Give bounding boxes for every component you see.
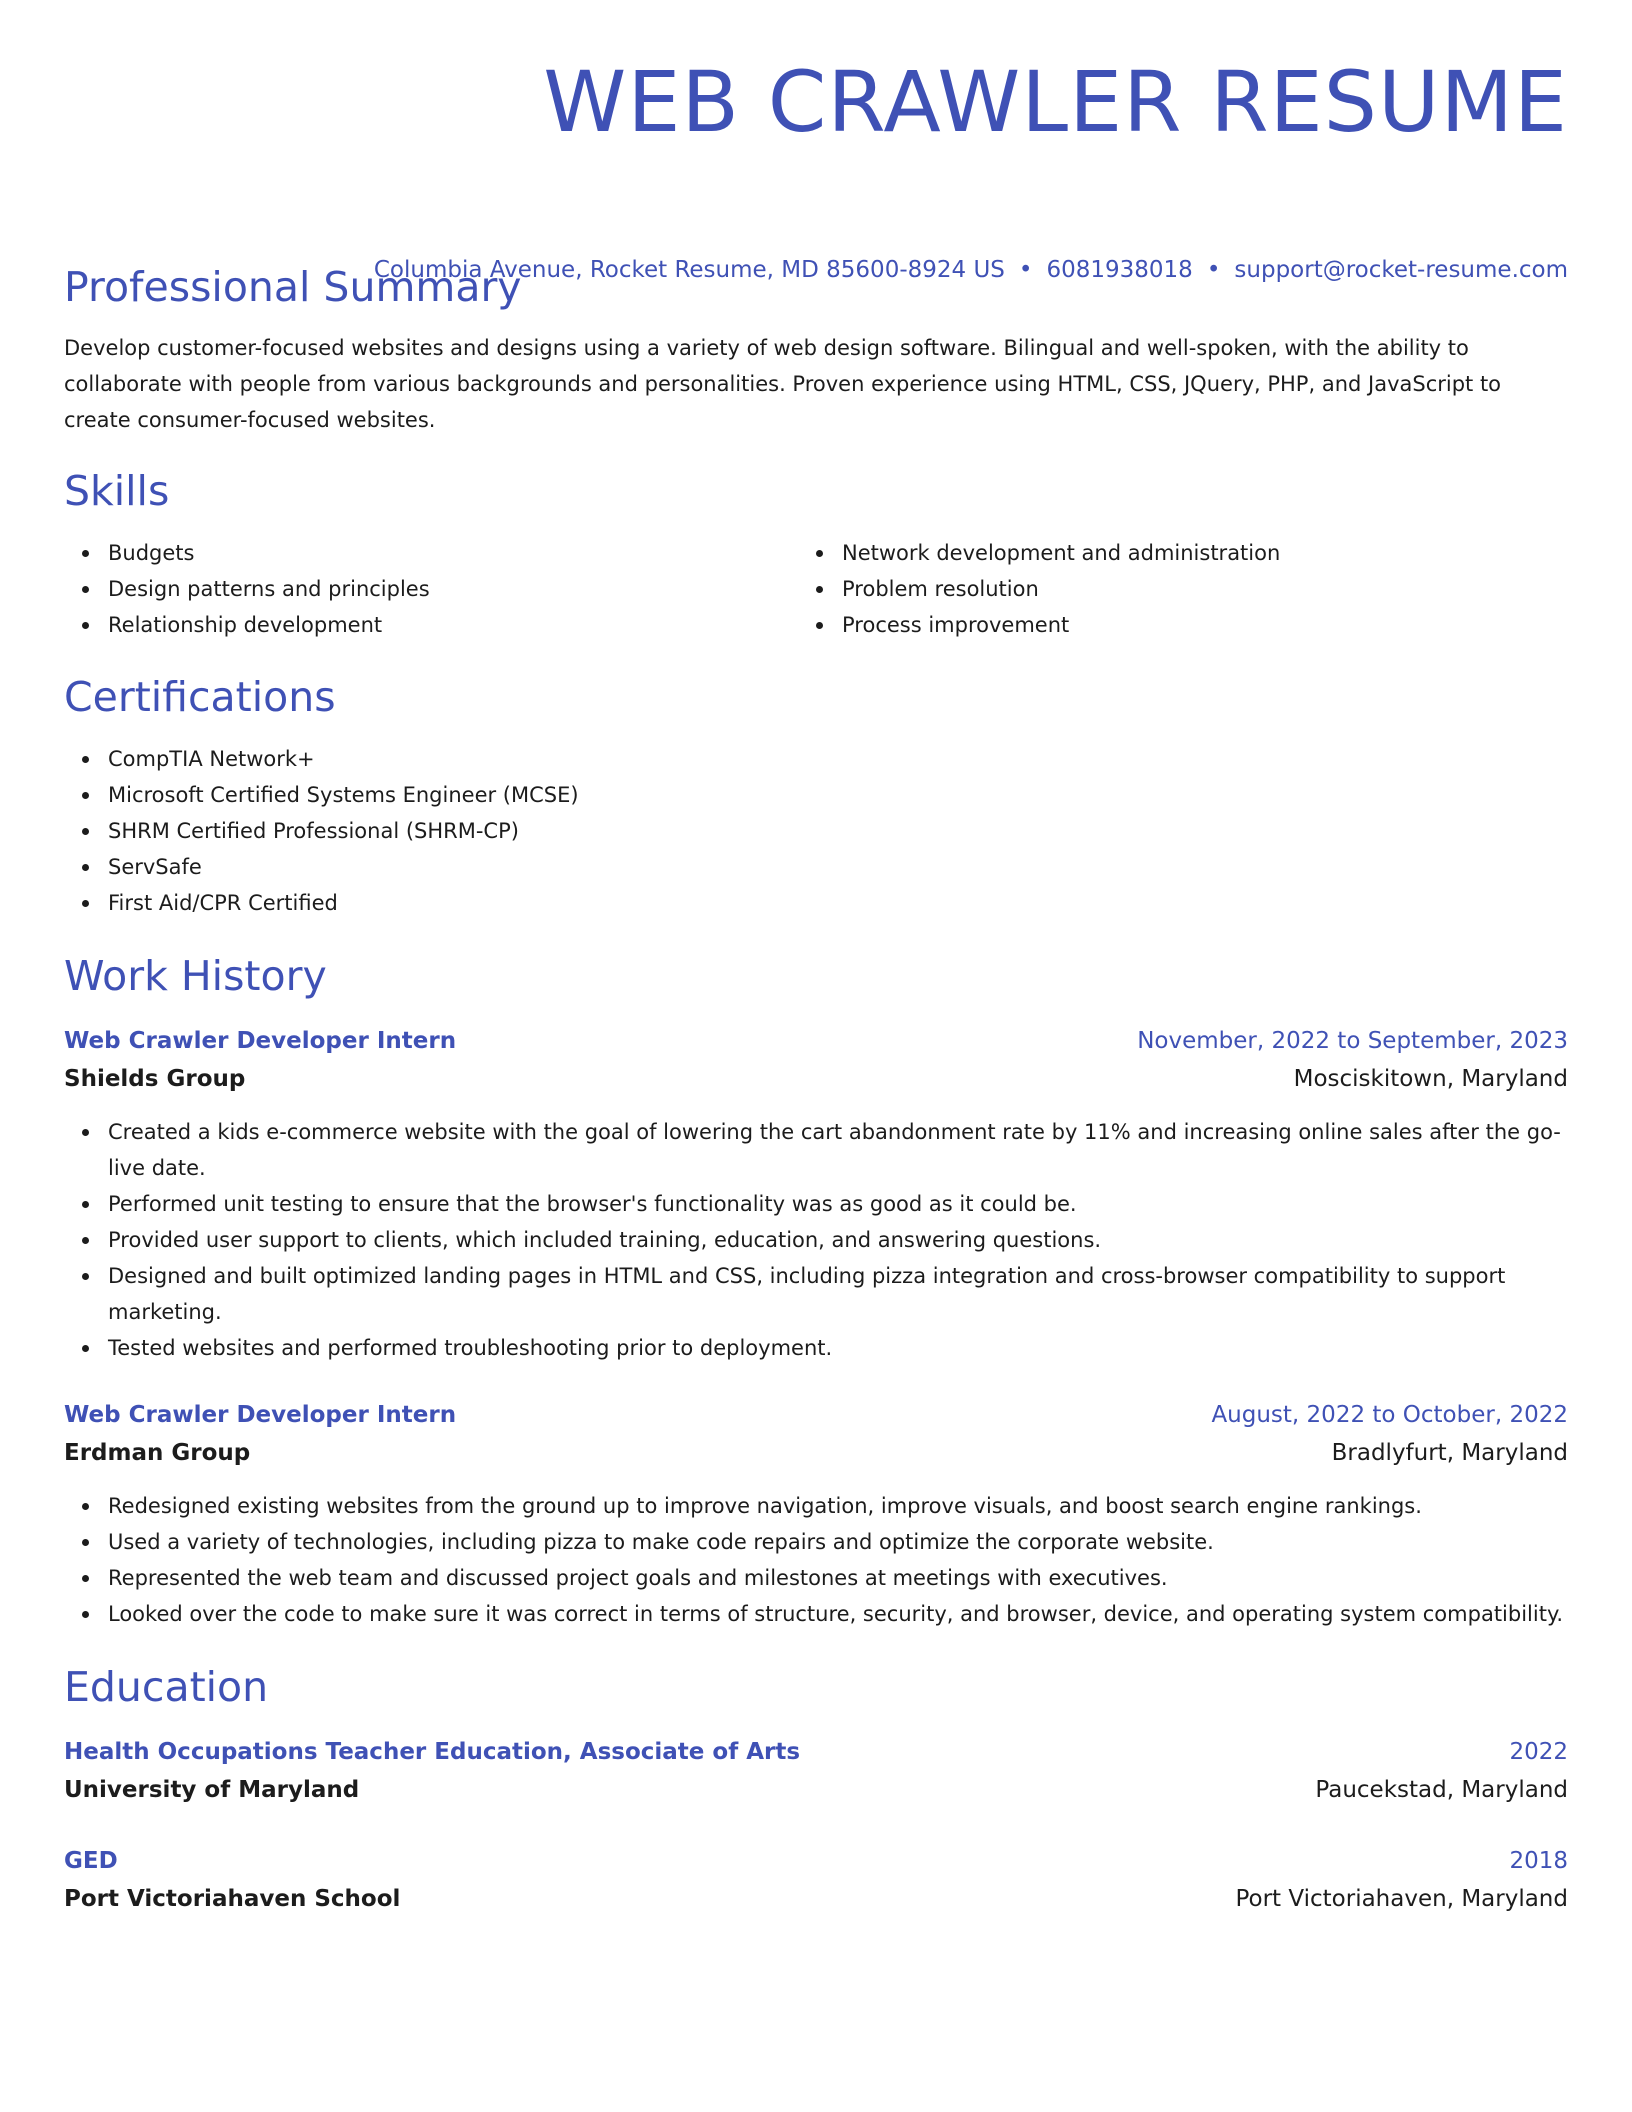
education-school: Port Victoriahaven School [64, 1886, 401, 1912]
skills-list-right [798, 535, 1558, 643]
education-degree: GED [64, 1848, 118, 1874]
job-bullet: Designed and built optimized landing pages in HTML and CSS, including pizza integration and cross-browser compatibility to support marketing. [64, 1258, 1568, 1330]
job-header [64, 1400, 1568, 1430]
contact-address: Columbia Avenue, Rocket Resume, MD 85600-8924 US [373, 257, 1005, 283]
job-company: Erdman Group [64, 1440, 251, 1466]
job-bullets [64, 1114, 1568, 1366]
summary-text: Develop customer-focused websites and designs using a variety of web design software. Bilingual and well-spoken, with the ability to collaborate with people from various backgrounds and personalities. Proven experience using HTML, CSS, JQuery, PHP, and JavaScript to create consumer-focused websites. [64, 336, 1502, 432]
section-title-work-history: Work History [64, 952, 327, 1000]
job-bullet: Provided user support to clients, which included training, education, and answering questions. [64, 1222, 1568, 1258]
job-bullet: Used a variety of technologies, including pizza to make code repairs and optimize the corporate website. [64, 1524, 1568, 1560]
job-company: Shields Group [64, 1066, 246, 1092]
certification-item: SHRM Certified Professional (SHRM-CP) [64, 813, 1464, 849]
job-bullet: Represented the web team and discussed project goals and milestones at meetings with executives. [64, 1560, 1568, 1596]
certification-item: ServSafe [64, 849, 1464, 885]
resume-name: WEB CRAWLER RESUME [543, 53, 1568, 151]
job-location: Mosciskitown, Maryland [1293, 1066, 1568, 1092]
section-title-education: Education [64, 1663, 269, 1711]
skill-item: Relationship development [64, 607, 764, 643]
education-degree: Health Occupations Teacher Education, Associate of Arts [64, 1739, 801, 1765]
education-school-row [64, 1775, 1568, 1805]
job-bullet: Tested websites and performed troubleshooting prior to deployment. [64, 1330, 1568, 1366]
job-bullet: Performed unit testing to ensure that the browser's functionality was as good as it could be. [64, 1186, 1568, 1222]
certification-item: Microsoft Certified Systems Engineer (MCSE) [64, 777, 1464, 813]
education-year: 2018 [1509, 1848, 1568, 1874]
contact-line [374, 256, 1568, 284]
job-company-row [64, 1438, 1568, 1468]
job-bullet: Looked over the code to make sure it was correct in terms of structure, security, and browser, device, and operating system compatibility. [64, 1596, 1568, 1632]
skill-item: Network development and administration [798, 535, 1558, 571]
certification-item: CompTIA Network+ [64, 741, 1464, 777]
job-role: Web Crawler Developer Intern [64, 1402, 457, 1428]
contact-phone[interactable]: 6081938018 [1046, 257, 1193, 283]
job-bullets [64, 1488, 1568, 1632]
job-bullet: Redesigned existing websites from the ground up to improve navigation, improve visuals, and boost search engine rankings. [64, 1488, 1568, 1524]
education-header [64, 1846, 1568, 1876]
job-dates: August, 2022 to October, 2022 [1211, 1402, 1568, 1428]
job-role: Web Crawler Developer Intern [64, 1028, 457, 1054]
job-bullet: Created a kids e-commerce website with the goal of lowering the cart abandonment rate by 11% and increasing online sales after the go-live date. [64, 1114, 1568, 1186]
skill-item: Problem resolution [798, 571, 1558, 607]
education-location: Port Victoriahaven, Maryland [1235, 1886, 1568, 1912]
section-title-skills: Skills [64, 467, 170, 515]
skill-item: Budgets [64, 535, 764, 571]
job-dates: November, 2022 to September, 2023 [1137, 1028, 1568, 1054]
education-school: University of Maryland [64, 1777, 360, 1803]
skill-item: Design patterns and principles [64, 571, 764, 607]
education-header [64, 1737, 1568, 1767]
job-header [64, 1026, 1568, 1056]
skills-list-left [64, 535, 764, 643]
education-year: 2022 [1509, 1739, 1568, 1765]
section-title-summary: Professional Summary [64, 263, 522, 311]
skill-item: Process improvement [798, 607, 1558, 643]
section-title-certifications: Certifications [64, 673, 336, 721]
job-location: Bradlyfurt, Maryland [1331, 1440, 1568, 1466]
contact-separator: • [1206, 257, 1221, 283]
certification-item: First Aid/CPR Certified [64, 885, 1464, 921]
job-company-row [64, 1064, 1568, 1094]
education-location: Paucekstad, Maryland [1315, 1777, 1568, 1803]
certifications-list [64, 741, 1464, 921]
education-school-row [64, 1884, 1568, 1914]
contact-separator: • [1018, 257, 1033, 283]
contact-email[interactable]: support@rocket-resume.com [1234, 257, 1568, 283]
